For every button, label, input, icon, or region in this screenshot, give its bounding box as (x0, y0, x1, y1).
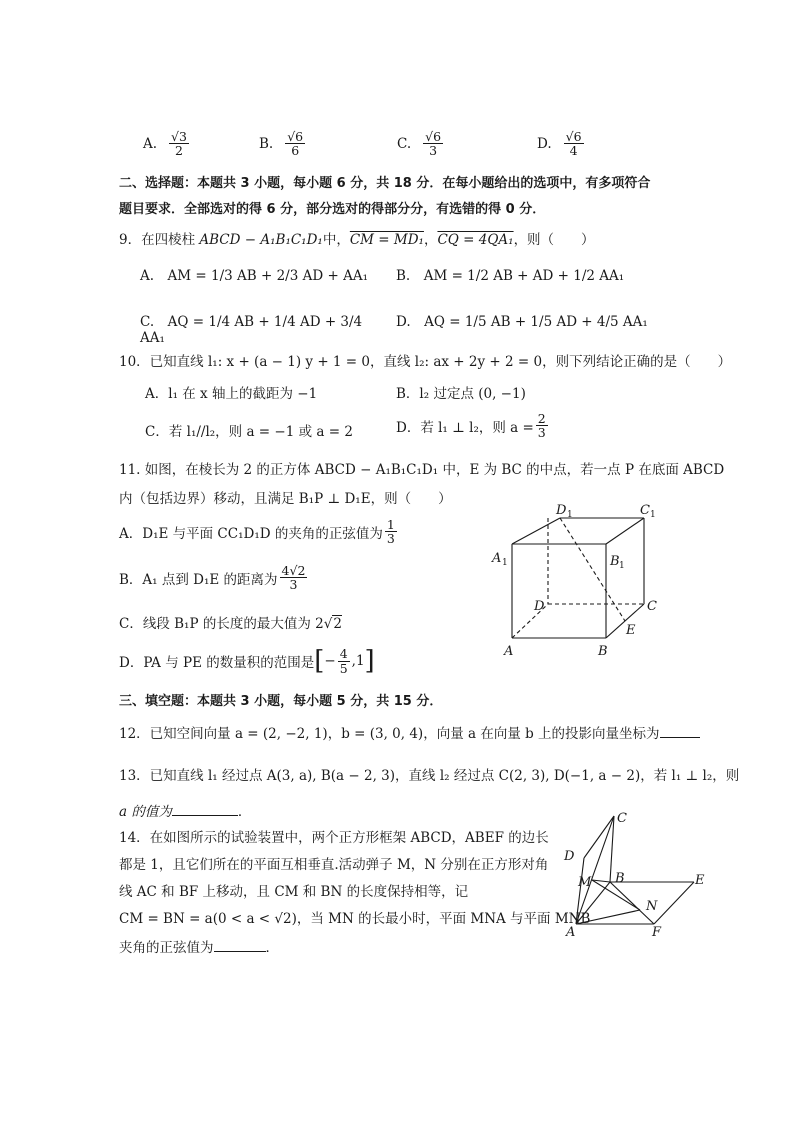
q11-option-b: B．A₁ 点到 D₁E 的距离为 $\frac{4√2}{3}$ (119, 563, 306, 593)
q12-text: 12．已知空间向量 a = (2, −2, 1)，b = (3, 0, 4)，向量 a 在向量 b 上的投影向量坐标为 (119, 722, 700, 742)
q10-option-a: A．l₁ 在 x 轴上的截距为 −1 (145, 386, 318, 402)
q11-fig-label-e: E (626, 623, 636, 638)
q14-fig-label-e: E (695, 873, 705, 888)
q11-fig-label-b: B (598, 644, 608, 659)
q8-option-b: B. $\frac{√6}{6}$ (259, 129, 304, 159)
section2-heading-line2: 题目要求．全部选对的得 6 分，部分选对的得部分分，有选错的得 0 分． (119, 202, 546, 217)
svg-text:1: 1 (567, 510, 573, 520)
q14-line2: 都是 1，且它们所在的平面互相垂直.活动弹子 M，N 分别在正方形对角 (119, 857, 549, 873)
q14-fig-label-n: N (646, 899, 658, 914)
q14-answer-blank[interactable] (214, 951, 266, 952)
q11-option-c: C．线段 B₁P 的长度的最大值为 2√2 (119, 616, 342, 632)
q11-fig-label-c1: C (640, 503, 650, 518)
q11-option-a: A．D₁E 与平面 CC₁D₁D 的夹角的正弦值为 $\frac{1}{3}$ (119, 517, 395, 547)
q11-cube-figure (480, 500, 680, 665)
q11-fig-label-d1: D (556, 503, 567, 518)
q13-line1: 13．已知直线 l₁ 经过点 A(3, a), B(a − 2, 3)，直线 l₂ 经过点 C(2, 3), D(−1, a − 2)，若 l₁ ⊥ l₂，则 (119, 768, 740, 784)
svg-text:1: 1 (619, 561, 625, 571)
q11-fig-label-d: D (534, 599, 545, 614)
q11-stem-line1: 11. 如图，在棱长为 2 的正方体 ABCD − A₁B₁C₁D₁ 中，E 为 BC 的中点，若一点 P 在底面 ABCD (119, 462, 725, 478)
q11-fig-label-a1: A (492, 551, 502, 566)
q10-option-c: C．若 l₁//l₂，则 a = −1 或 a = 2 (145, 424, 353, 440)
q11-option-d: D．PA 与 PE 的数量积的范围是 [ − $\frac{4}{5}$ ,1 ] (119, 646, 375, 676)
q14-line3: 线 AC 和 BF 上移动，且 CM 和 BN 的长度保持相等，记 (119, 884, 469, 900)
q14-frame-figure (560, 808, 720, 938)
q14-fig-label-c: C (617, 811, 627, 826)
q8-options (143, 130, 643, 172)
q11-fig-label-a: A (504, 644, 514, 659)
q8-option-a: A. $\frac{√3}{2}$ (143, 129, 187, 159)
q10-option-d: D．若 l₁ ⊥ l₂，则 a = $\frac{2}{3}$ (396, 411, 546, 441)
q11-stem-line2: 内（包括边界）移动，且满足 B₁P ⊥ D₁E，则（ ） (119, 491, 452, 507)
q14-fig-label-b: B (615, 871, 625, 886)
q9-option-c: C. AQ = 1/4 AB + 1/4 AD + 3/4 AA₁ (140, 314, 363, 346)
q9-option-d: D. AQ = 1/5 AB + 1/5 AD + 4/5 AA₁ (396, 314, 648, 330)
q14-line5: 夹角的正弦值为 ． (119, 940, 279, 956)
q14-fig-label-m: M (578, 875, 592, 890)
q9-option-a: A. AM = 1/3 AB + 2/3 AD + AA₁ (140, 268, 368, 284)
q11-fig-label-c: C (647, 599, 657, 614)
q14-fig-label-a: A (566, 925, 576, 938)
q14-fig-label-d: D (564, 849, 575, 864)
q12-answer-blank[interactable] (660, 737, 700, 738)
section3-heading: 三、填空题：本题共 3 小题，每小题 5 分，共 15 分． (119, 694, 443, 709)
q9-option-b: B. AM = 1/2 AB + AD + 1/2 AA₁ (396, 268, 625, 284)
q10-option-b: B．l₂ 过定点 (0, −1) (396, 386, 526, 402)
q10-stem: 10．已知直线 l₁: x + (a − 1) y + 1 = 0，直线 l₂: ax + 2y + 2 = 0，则下列结论正确的是（ ） (119, 354, 732, 370)
q13-line2: a 的值为 ． (119, 804, 252, 820)
svg-text:1: 1 (650, 510, 656, 520)
q8-option-c: C. $\frac{√6}{3}$ (397, 129, 442, 159)
q14-fig-label-f: F (652, 925, 662, 938)
q8-option-d: D. $\frac{√6}{4}$ (537, 129, 582, 159)
q14-line4: CM = BN = a(0 < a < √2)，当 MN 的长最小时，平面 MNA 与平面 MNB (119, 911, 591, 927)
section2-heading-line1: 二、选择题：本题共 3 小题，每小题 6 分，共 18 分．在每小题给出的选项中，有多项符合 (119, 176, 651, 191)
q9-stem: 9．在四棱柱 ABCD − A₁B₁C₁D₁中，CM = MD₁，CQ = 4QA₁，则（ ） (119, 232, 595, 248)
svg-text:1: 1 (502, 558, 508, 568)
q13-answer-blank[interactable] (172, 815, 238, 816)
q11-fig-label-b1: B (610, 554, 620, 569)
q14-line1: 14．在如图所示的试验装置中，两个正方形框架 ABCD，ABEF 的边长 (119, 830, 549, 846)
